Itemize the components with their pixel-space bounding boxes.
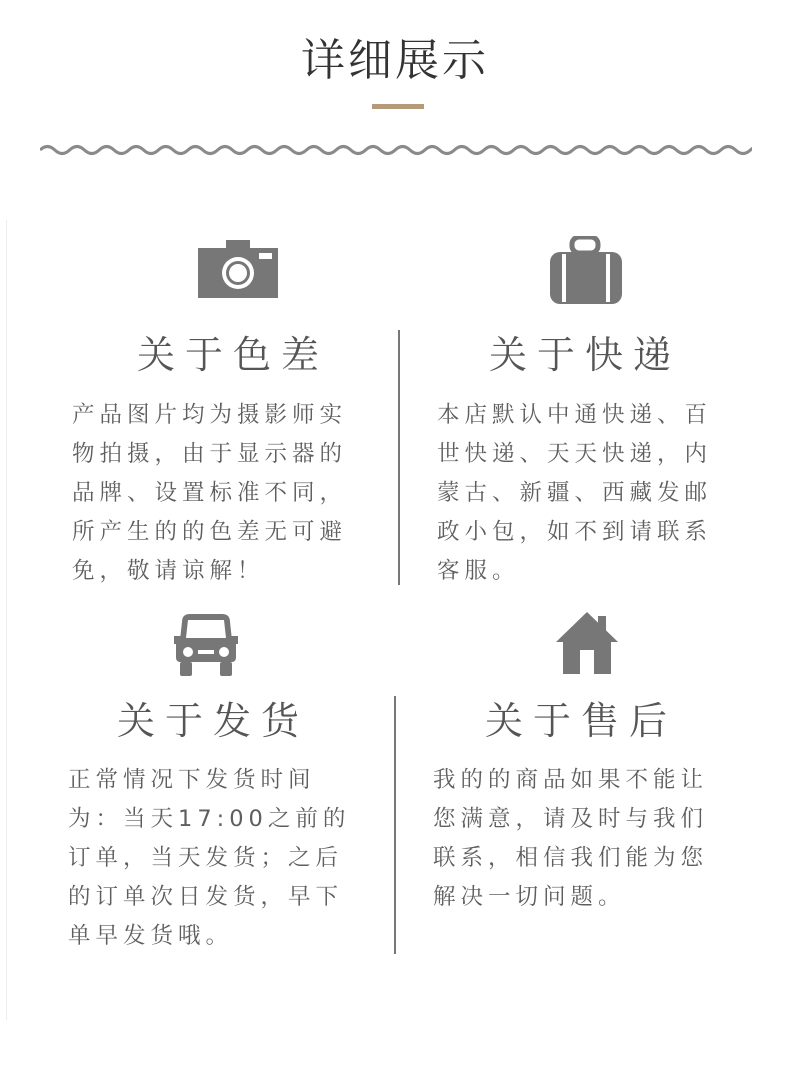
edge-line bbox=[6, 220, 7, 1020]
column-divider-top bbox=[398, 330, 400, 585]
section-text-express bbox=[437, 396, 747, 591]
title-underline bbox=[372, 104, 424, 109]
text-line: 联系，相信我们能为您 bbox=[433, 845, 709, 871]
text-line: 您满意，请及时与我们 bbox=[433, 806, 709, 832]
section-text-aftersales bbox=[433, 761, 743, 917]
section-text-color bbox=[72, 396, 382, 591]
wave-divider bbox=[40, 136, 752, 164]
text-line: 客服。 bbox=[437, 558, 520, 584]
text-line: 的订单次日发货，早下 bbox=[68, 884, 344, 910]
vehicle-icon bbox=[172, 610, 240, 682]
text-line: 蒙古、新疆、西藏发邮 bbox=[437, 480, 713, 506]
text-line: 产品图片均为摄影师实 bbox=[72, 402, 348, 428]
section-title-shipping: 关于发货 bbox=[116, 699, 309, 743]
section-text-shipping bbox=[68, 761, 378, 956]
text-line: 所产生的的色差无可避 bbox=[72, 519, 348, 545]
column-divider-bottom bbox=[394, 696, 396, 954]
text-line: 本店默认中通快递、百 bbox=[437, 402, 713, 428]
text-line: 我的的商品如果不能让 bbox=[433, 767, 709, 793]
camera-icon bbox=[196, 240, 280, 304]
text-line: 物拍摄，由于显示器的 bbox=[72, 441, 348, 467]
text-line: 为：当天17:00之前的 bbox=[68, 806, 351, 832]
luggage-icon bbox=[548, 236, 624, 310]
text-line: 订单，当天发货；之后 bbox=[68, 845, 344, 871]
house-icon bbox=[554, 610, 620, 680]
section-title-express: 关于快递 bbox=[488, 333, 681, 377]
section-title-aftersales: 关于售后 bbox=[484, 699, 677, 743]
text-line: 政小包，如不到请联系 bbox=[437, 519, 713, 545]
page-title: 详细展示 bbox=[301, 35, 489, 86]
text-line: 解决一切问题。 bbox=[433, 884, 626, 910]
text-line: 品牌、设置标准不同， bbox=[72, 480, 348, 506]
text-line: 免，敬请谅解！ bbox=[72, 558, 265, 584]
text-line: 世快递、天天快递，内 bbox=[437, 441, 713, 467]
text-line: 正常情况下发货时间 bbox=[68, 767, 316, 793]
section-title-color: 关于色差 bbox=[136, 333, 329, 377]
text-line: 单早发货哦。 bbox=[68, 923, 234, 949]
